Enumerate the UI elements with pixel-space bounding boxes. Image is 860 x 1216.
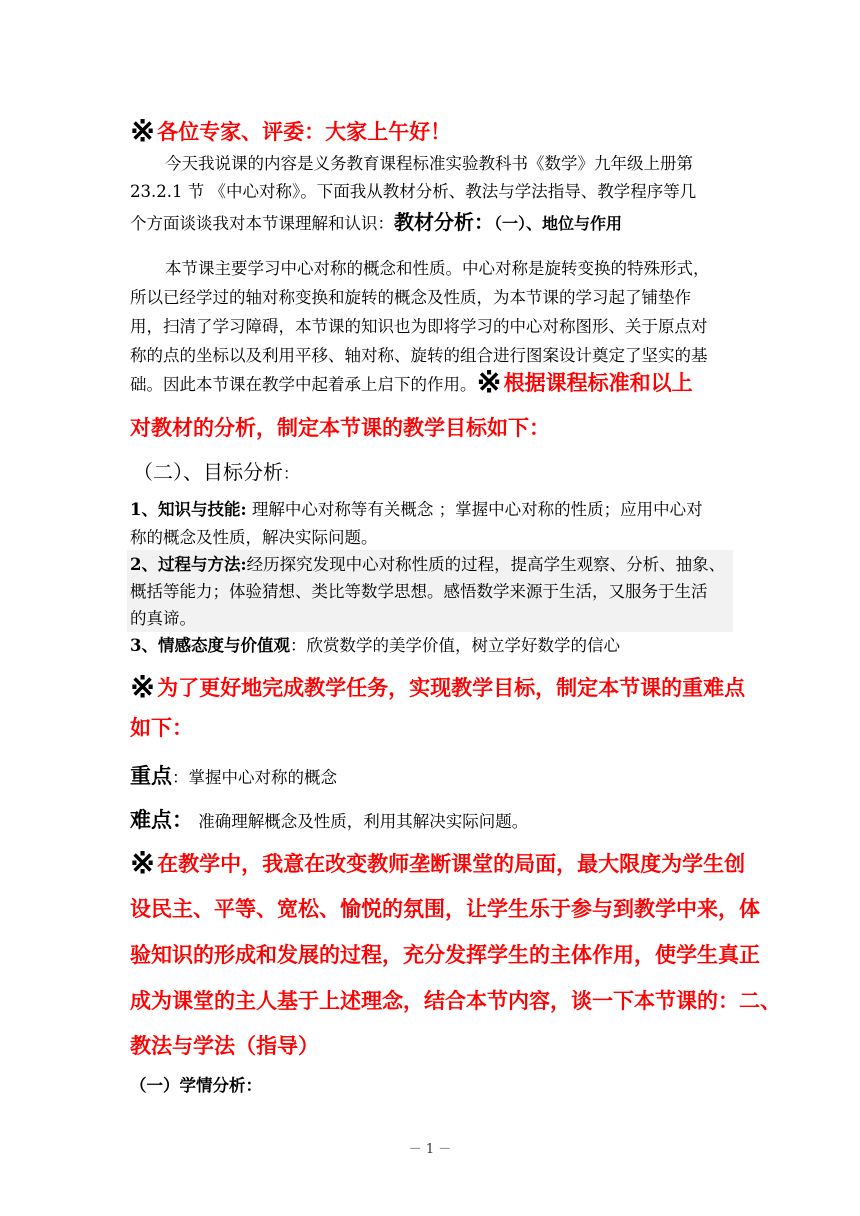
reference-mark-icon: ※ bbox=[130, 670, 156, 705]
teaching-line-1: ※在教学中，我意在改变教师垄断课堂的局面，最大限度为学生创 bbox=[130, 846, 746, 881]
para2-line-2: 所以已经学过的轴对称变换和旋转的概念及性质，为本节课的学习起了铺垫作 bbox=[130, 288, 691, 307]
para2-line-5: 础。因此本节课在教学中起着承上启下的作用。※根据课程标准和以上 bbox=[130, 365, 693, 400]
goal-knowledge-cont: 称的概念及性质，解决实际问题。 bbox=[130, 528, 378, 547]
teaching-line-5: 教法与学法（指导） bbox=[130, 1033, 319, 1058]
reference-mark-icon: ※ bbox=[476, 365, 502, 400]
intro-line-3: 个方面谈谈我对本节课理解和认识：教材分析：（一）、地位与作用 bbox=[130, 210, 623, 234]
focus-point: 重点：掌握中心对称的概念 bbox=[130, 763, 337, 788]
position-role-heading: （一）、地位与作用 bbox=[494, 214, 623, 233]
goal-knowledge: 1、知识与技能: 理解中心对称等有关概念 ；掌握中心对称的性质；应用中心对 bbox=[130, 500, 703, 519]
goal-process-cont2: 的真谛。 bbox=[130, 609, 196, 628]
teaching-line-3: 验知识的形成和发展的过程，充分发挥学生的主体作用，使学生真正 bbox=[130, 942, 760, 967]
para2-line-3: 用，扫清了学习障碍，本节课的知识也为即将学习的中心对称图形、关于原点对 bbox=[130, 317, 708, 336]
page-number: － 1 － bbox=[408, 1142, 452, 1157]
textbook-analysis-heading: 教材分析： bbox=[394, 210, 494, 234]
teaching-line-4: 成为课堂的主人基于上述理念，结合本节内容，谈一下本节课的：二、 bbox=[130, 988, 781, 1013]
para2-line-1: 本节课主要学习中心对称的概念和性质。中心对称是旋转变换的特殊形式， bbox=[165, 259, 710, 278]
goal-attitude: 3、情感态度与价值观：欣赏数学的美学价值，树立学好数学的信心 bbox=[130, 636, 620, 655]
difficulty-point: 难点： 准确理解概念及性质，利用其解决实际问题。 bbox=[130, 807, 529, 832]
goal-analysis-heading: （二）、目标分析： bbox=[133, 460, 300, 484]
greeting-heading: ※各位专家、评委：大家上午好！ bbox=[130, 114, 452, 149]
reference-mark-icon: ※ bbox=[130, 846, 156, 881]
para2-line-6: 对教材的分析，制定本节课的教学目标如下： bbox=[130, 415, 550, 440]
goal-process: 2、过程与方法:经历探究发现中心对称性质的过程，提高学生观察、分析、抽象、 bbox=[130, 555, 726, 574]
teaching-line-2: 设民主、平等、宽松、愉悦的氛围，让学生乐于参与到教学中来，体 bbox=[130, 896, 760, 921]
intro-line-2: 23.2.1 节 《中心对称》。下面我从教材分析、教法与学法指导、教学程序等几 bbox=[130, 182, 697, 201]
keypoints-intro-line-2: 如下： bbox=[130, 715, 193, 740]
reference-mark-icon: ※ bbox=[130, 114, 156, 149]
para2-line-4: 称的点的坐标以及利用平移、轴对称、旋转的组合进行图案设计奠定了坚实的基 bbox=[130, 346, 708, 365]
goal-process-cont: 概括等能力；体验猜想、类比等数学思想。感悟数学来源于生活，又服务于生活 bbox=[130, 582, 708, 601]
student-analysis-heading: （一）学情分析： bbox=[130, 1076, 262, 1095]
intro-line-1: 今天我说课的内容是义务教育课程标准实验教科书《数学》九年级上册第 bbox=[165, 154, 693, 173]
keypoints-intro-line-1: ※为了更好地完成教学任务，实现教学目标，制定本节课的重难点 bbox=[130, 670, 746, 705]
